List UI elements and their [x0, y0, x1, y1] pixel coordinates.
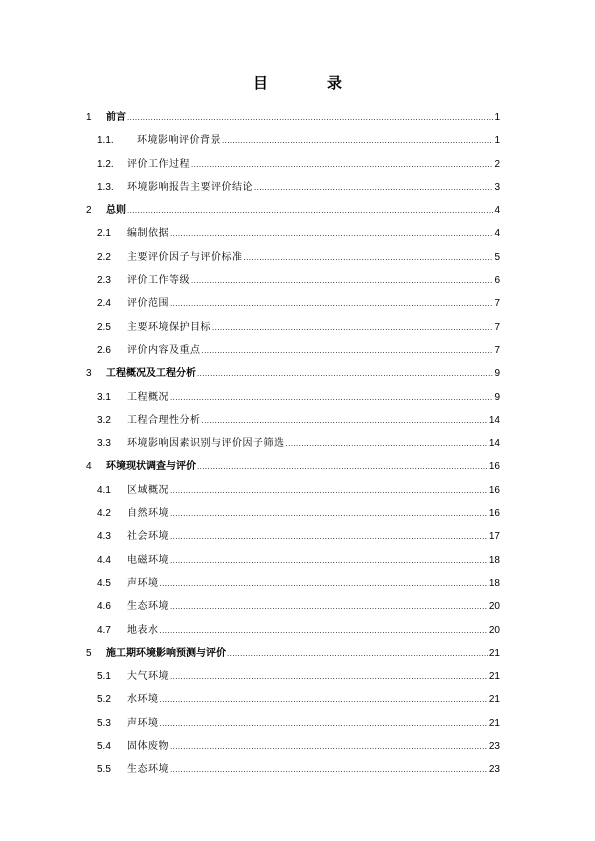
toc-dot-leader: [244, 251, 494, 265]
toc-entry-label: 评价范围: [127, 298, 169, 310]
toc-entry-page-number: 16: [488, 484, 500, 496]
toc-entry-number: 5.4: [97, 741, 111, 753]
toc-entry-page-number: 2: [494, 158, 500, 170]
toc-entry-page-number: 21: [488, 671, 500, 683]
toc-dot-leader: [160, 717, 488, 731]
toc-entry-page-number: 4: [494, 228, 500, 240]
toc-entry-label: 施工期环境影响预测与评价: [106, 647, 226, 659]
toc-entry-number: 4: [86, 461, 92, 473]
toc-dot-leader: [254, 181, 493, 195]
toc-entry-page-number: 23: [488, 741, 500, 753]
toc-entry-page-number: 20: [488, 624, 500, 636]
toc-entry-page-number: 17: [488, 531, 500, 543]
toc-entry-page-number: 7: [494, 298, 500, 310]
toc-entry-label: 总则: [106, 205, 126, 217]
toc-entry-label: 主要环境保护目标: [127, 321, 211, 333]
toc-entry-label: 主要评价因子与评价标准: [127, 251, 243, 263]
toc-entry-page-number: 5: [494, 251, 500, 263]
toc-entry-label: 大气环境: [127, 671, 169, 683]
toc-entry-label: 生态环境: [127, 601, 169, 613]
toc-entry[interactable]: [86, 437, 500, 460]
toc-entry-number: 2.5: [97, 321, 111, 333]
toc-entry[interactable]: [86, 274, 500, 297]
toc-entry-number: 4.6: [97, 601, 111, 613]
toc-entry[interactable]: [86, 391, 500, 414]
toc-dot-leader: [127, 111, 493, 125]
toc-dot-leader: [170, 600, 488, 614]
toc-entry-number: 5.1: [97, 671, 111, 683]
toc-entry-page-number: 3: [494, 181, 500, 193]
toc-entry-page-number: 18: [488, 577, 500, 589]
toc-entry-number: 2.2: [97, 251, 111, 263]
page-title: 目 录: [252, 74, 364, 92]
toc-entry[interactable]: [86, 367, 500, 390]
toc-entry-number: 2: [86, 205, 92, 217]
toc-entry-number: 4.7: [97, 624, 111, 636]
toc-entry-page-number: 20: [488, 601, 500, 613]
toc-entry-page-number: 14: [488, 438, 500, 450]
toc-dot-leader: [170, 530, 488, 544]
toc-entry-number: 2.6: [97, 344, 111, 356]
toc-entry[interactable]: [86, 204, 500, 227]
toc-entry-label: 编制依据: [127, 228, 169, 240]
toc-dot-leader: [197, 367, 493, 381]
toc-dot-leader: [170, 554, 488, 568]
toc-entry[interactable]: [86, 181, 500, 204]
toc-entry[interactable]: [86, 763, 500, 786]
toc-dot-leader: [170, 670, 488, 684]
toc-entry[interactable]: [86, 134, 500, 157]
toc-entry[interactable]: [86, 321, 500, 344]
toc-entry-number: 3: [86, 368, 92, 380]
toc-entry[interactable]: [86, 647, 500, 670]
toc-entry-number: 1.2.: [97, 158, 114, 170]
toc-entry-label: 环境影响因素识别与评价因子筛选: [127, 438, 285, 450]
toc-entry[interactable]: [86, 507, 500, 530]
toc-entry-page-number: 7: [494, 344, 500, 356]
toc-entry-number: 5.3: [97, 717, 111, 729]
toc-entry-page-number: 16: [488, 461, 500, 473]
toc-dot-leader: [170, 391, 493, 405]
toc-entry-label: 社会环境: [127, 531, 169, 543]
toc-dot-leader: [160, 624, 488, 638]
toc-entry-number: 4.1: [97, 484, 111, 496]
toc-entry-label: 评价内容及重点: [127, 344, 201, 356]
toc-dot-leader: [170, 507, 488, 521]
toc-entry-number: 1.1.: [97, 135, 114, 147]
toc-entry-number: 5.2: [97, 694, 111, 706]
toc-dot-leader: [160, 577, 488, 591]
toc-entry-page-number: 1: [494, 135, 500, 147]
toc-entry-page-number: 16: [488, 508, 500, 520]
toc-entry-label: 环境影响报告主要评价结论: [127, 181, 253, 193]
toc-entry[interactable]: [86, 111, 500, 134]
toc-entry-page-number: 9: [494, 368, 500, 380]
toc-entry-label: 评价工作等级: [127, 275, 190, 287]
toc-entry-number: 4.4: [97, 554, 111, 566]
toc-dot-leader: [202, 414, 488, 428]
toc-entry-number: 3.1: [97, 391, 111, 403]
toc-entry-page-number: 1: [494, 112, 500, 123]
toc-entry-label: 水环境: [127, 694, 159, 706]
toc-dot-leader: [170, 227, 493, 241]
toc-entry-number: 2.4: [97, 298, 111, 310]
toc-entry-label: 工程概况: [127, 391, 169, 403]
toc-entry-label: 环境现状调查与评价: [106, 461, 196, 473]
toc-entry-number: 2.1: [97, 228, 111, 240]
toc-entry[interactable]: [86, 344, 500, 367]
toc-entry[interactable]: [86, 740, 500, 763]
toc-entry[interactable]: [86, 484, 500, 507]
toc-dot-leader: [127, 204, 493, 218]
toc-entry[interactable]: [86, 693, 500, 716]
toc-entry-page-number: 18: [488, 554, 500, 566]
toc-dot-leader: [202, 344, 494, 358]
toc-entry-label: 环境影响评价背景: [137, 135, 221, 147]
toc-entry[interactable]: [86, 600, 500, 623]
table-of-contents: [86, 111, 500, 787]
toc-entry-page-number: 21: [488, 647, 500, 659]
toc-dot-leader: [191, 158, 493, 172]
toc-entry-number: 3.3: [97, 438, 111, 450]
toc-entry-label: 评价工作过程: [127, 158, 190, 170]
toc-entry-number: 5: [86, 647, 92, 659]
toc-entry[interactable]: [86, 251, 500, 274]
toc-entry-number: 1: [86, 112, 92, 123]
toc-entry-label: 地表水: [127, 624, 159, 636]
toc-dot-leader: [170, 763, 488, 777]
toc-entry-label: 工程概况及工程分析: [106, 368, 196, 380]
toc-entry-page-number: 7: [494, 321, 500, 333]
toc-entry[interactable]: [86, 414, 500, 437]
toc-entry[interactable]: [86, 717, 500, 740]
toc-dot-leader: [191, 274, 493, 288]
toc-entry-page-number: 4: [494, 205, 500, 217]
toc-entry[interactable]: [86, 227, 500, 250]
toc-entry-page-number: 9: [494, 391, 500, 403]
toc-dot-leader: [227, 647, 488, 661]
toc-entry[interactable]: [86, 577, 500, 600]
toc-dot-leader: [170, 484, 488, 498]
toc-entry-number: 2.3: [97, 275, 111, 287]
toc-entry-page-number: 23: [488, 764, 500, 776]
toc-entry-label: 电磁环境: [127, 554, 169, 566]
toc-entry-label: 声环境: [127, 577, 159, 589]
toc-dot-leader: [212, 321, 493, 335]
toc-entry-number: 3.2: [97, 414, 111, 426]
toc-dot-leader: [170, 297, 493, 311]
toc-entry-number: 4.3: [97, 531, 111, 543]
toc-entry-page-number: 14: [488, 414, 500, 426]
toc-entry[interactable]: [86, 530, 500, 553]
toc-entry[interactable]: [86, 554, 500, 577]
toc-entry[interactable]: [86, 460, 500, 483]
toc-entry-label: 声环境: [127, 717, 159, 729]
toc-entry[interactable]: [86, 297, 500, 320]
toc-entry-label: 固体废物: [127, 741, 169, 753]
toc-entry-number: 1.3.: [97, 181, 114, 193]
toc-entry-label: 工程合理性分析: [127, 414, 201, 426]
toc-entry-page-number: 6: [494, 275, 500, 287]
toc-entry-label: 区域概况: [127, 484, 169, 496]
toc-entry[interactable]: [86, 670, 500, 693]
toc-dot-leader: [222, 134, 493, 148]
toc-entry-number: 4.5: [97, 577, 111, 589]
toc-entry-number: 5.5: [97, 764, 111, 776]
toc-dot-leader: [160, 693, 488, 707]
toc-entry[interactable]: [86, 158, 500, 181]
toc-entry-label: 前言: [106, 112, 126, 123]
toc-entry[interactable]: [86, 624, 500, 647]
toc-entry-number: 4.2: [97, 508, 111, 520]
toc-dot-leader: [286, 437, 488, 451]
toc-dot-leader: [197, 460, 488, 474]
toc-entry-label: 自然环境: [127, 508, 169, 520]
toc-dot-leader: [170, 740, 488, 754]
toc-entry-label: 生态环境: [127, 764, 169, 776]
toc-entry-page-number: 21: [488, 717, 500, 729]
toc-entry-page-number: 21: [488, 694, 500, 706]
